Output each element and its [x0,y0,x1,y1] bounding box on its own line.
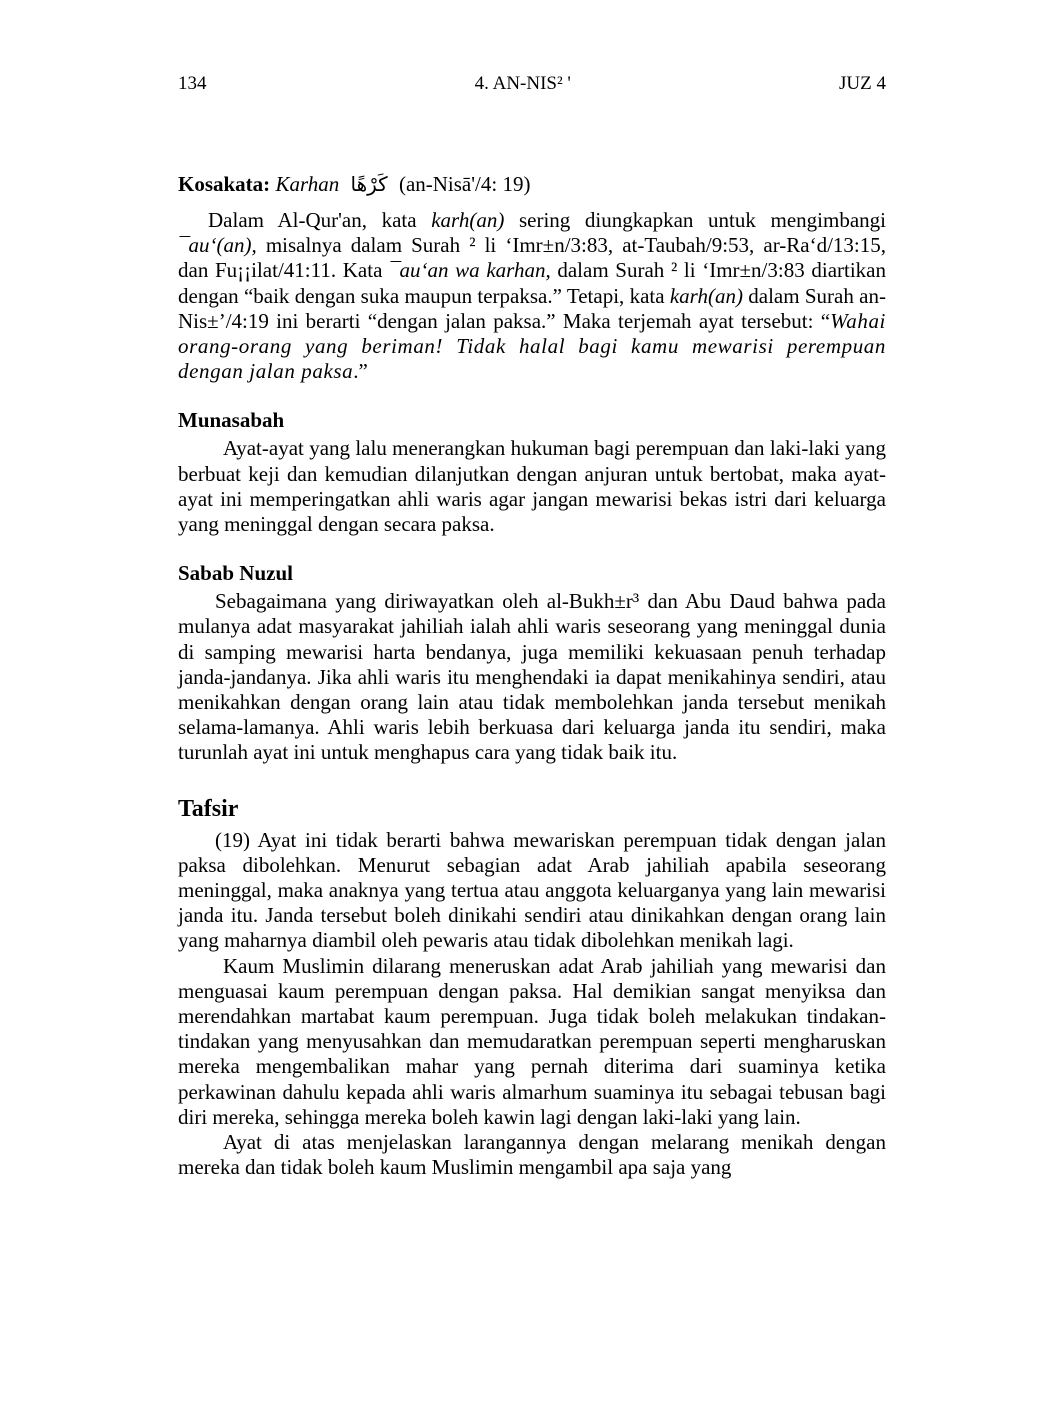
chapter-title: 4. AN-NIS² ' [474,73,571,94]
running-header [178,72,886,96]
sabab-nuzul-heading: Sabab Nuzul [178,561,293,586]
tafsir-paragraph-1: (19) Ayat ini tidak berarti bahwa mewariskan perempuan tidak dengan jalan paksa dibolehkan. Menurut sebagian adat Arab jahiliah apabila seseorang meninggal, maka anaknya yang tertua atau anggota keluarganya yang lain mewarisi janda itu. Janda tersebut boleh dinikahi sendiri atau dinikahkan dengan orang lain yang maharnya diambil oleh pewaris atau tidak dibolehkan menikah lagi. [178,827,886,953]
kosakata-translation-quote: Wahai orang-orang yang beriman! Tidak halal bagi kamu mewarisi perempuan dengan jalan paksa [178,308,886,384]
kosakata-italic-term: ¯au‘an wa karhan, [389,258,551,283]
kosakata-italic-term: ¯au‘(an), [178,233,257,258]
kosakata-term: Karhan [275,172,340,196]
kosakata-label: Kosakata: [178,172,271,196]
tafsir-heading: Tafsir [178,795,239,822]
kosakata-text: misalnya dalam Surah ² li ‘Imr±n/3:83, at-Taubah/9:53, ar-Ra‘d/13:15, dan Fu¡¡ilat/41:11. Kata [178,233,886,283]
book-page [178,72,886,1181]
kosakata-italic-term: karh(an) [431,208,505,232]
kosakata-text: .” [353,359,368,384]
kosakata-text: dalam Surah an-Nis±’/4:19 ini berarti “dengan jalan paksa.” Maka terjemah ayat tersebut: “ [178,283,886,333]
page-number: 134 [178,73,207,94]
tafsir-paragraph-3: Ayat di atas menjelaskan larangannya dengan melarang menikah dengan mereka dan tidak boleh kaum Muslimin mengambil apa saja yang [178,1130,886,1180]
munasabah-paragraph: Ayat-ayat yang lalu menerangkan hukuman bagi perempuan dan laki-laki yang berbuat keji dan kemudian dilanjutkan dengan anjuran untuk bertobat, maka ayat-ayat ini memperingatkan ahli waris agar jangan mewarisi bekas istri dari keluarga yang meninggal dengan secara paksa. [178,436,886,537]
kosakata-arabic-word: كَرْهًا [350,172,388,196]
kosakata-heading [178,170,886,198]
munasabah-heading: Munasabah [178,408,285,433]
kosakata-paragraph [178,208,886,384]
tafsir-paragraph-2: Kaum Muslimin dilarang meneruskan adat Arab jahiliah yang mewarisi dan menguasai kaum perempuan dengan paksa. Hal demikian sangat menyiksa dan merendahkan martabat kaum perempuan. Juga tidak boleh melakukan tindakan-tindakan yang menyusahkan dan memudaratkan perempuan seperti mengharuskan mereka mengembalikan mahar yang pernah diterima dari suaminya ketika perkawinan dahulu kepada ahli waris almarhum suaminya itu sebagai tebusan bagi diri mereka, sehingga mereka boleh kawin lagi dengan laki-laki yang lain. [178,953,886,1129]
sabab-nuzul-paragraph: Sebagaimana yang diriwayatkan oleh al-Bukh±r³ dan Abu Daud bahwa pada mulanya adat masyarakat jahiliah ialah ahli waris seseorang yang meninggal dunia di samping mewarisi harta bendanya, juga memiliki kekuasaan penuh terhadap janda-jandanya. Jika ahli waris itu menghendaki ia dapat menikahinya sendiri, atau menikahkan dengan orang lain atau tidak membolehkan janda tersebut menikah selama-lamanya. Ahli waris lebih berkuasa dari keluarga janda itu sendiri, maka turunlah ayat ini untuk menghapus cara yang tidak baik itu. [178,589,886,765]
kosakata-text: Dalam Al-Qur'an, kata [208,208,432,232]
kosakata-text: sering diungkapkan untuk mengimbangi [504,208,886,232]
kosakata-reference: (an-Nisā'/4: 19) [398,172,531,196]
kosakata-italic-term: karh(an) [669,283,743,308]
juz-label: JUZ 4 [839,73,886,94]
kosakata-text: dalam Surah ² li ‘Imr±n/3:83 diartikan dengan “baik dengan suka maupun terpaksa.” Tetapi, kata [178,258,886,308]
